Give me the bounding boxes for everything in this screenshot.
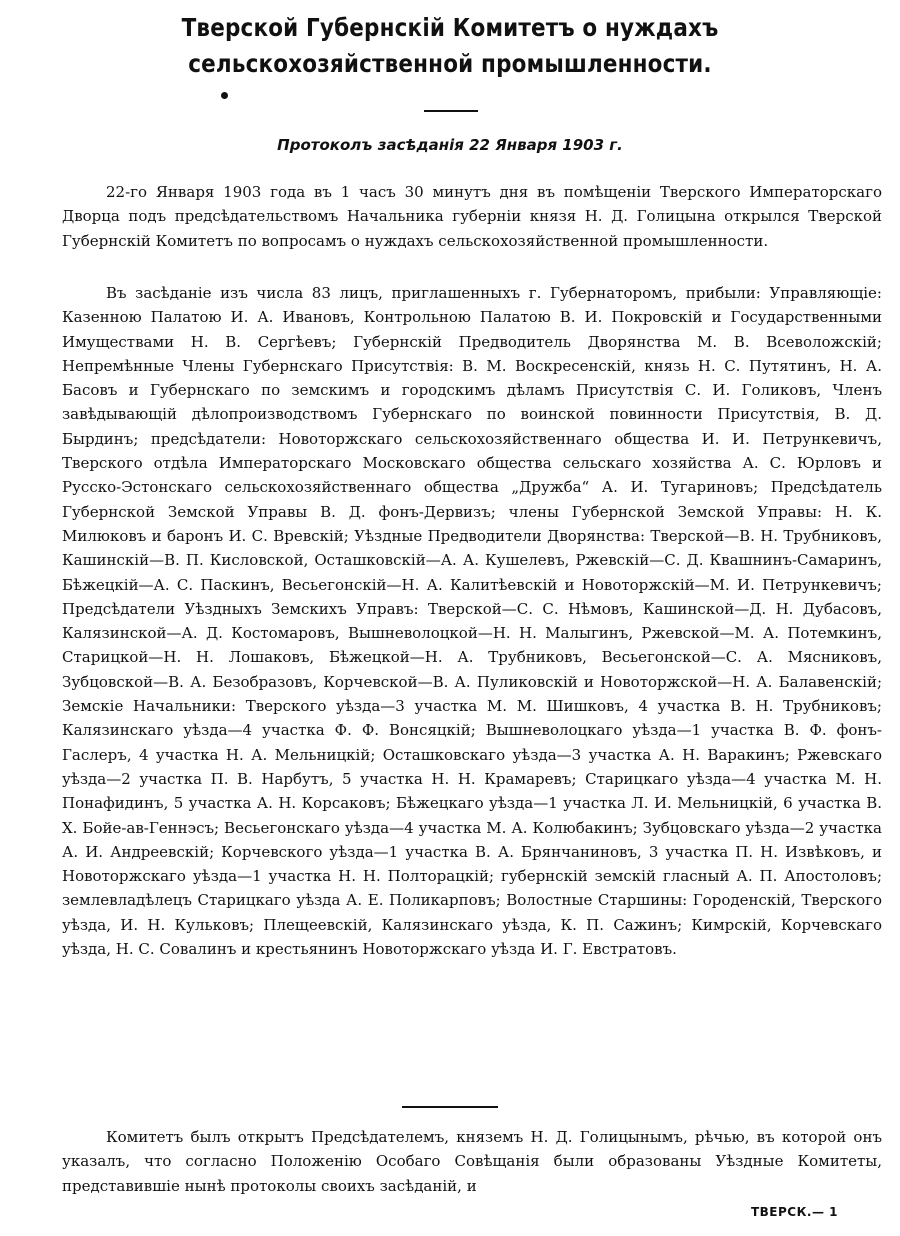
paragraph-text: Комитетъ былъ открытъ Предсѣдателемъ, княземъ Н. Д. Голицынымъ, рѣчью, въ которой онъ указалъ, что согласно Положенію Особаго Совѣщанія были образованы Уѣздные Комитеты, представившіе нынѣ протоколы своихъ засѣданій, и — [62, 1128, 882, 1195]
paragraph-text: 22-го Января 1903 года въ 1 часъ 30 минутъ дня въ помѣщеніи Тверского Императорскаго Дворца подъ предсѣдательствомъ Начальника губерніи князя Н. Д. Голицына открылся Тверской Губернскій Комитетъ по вопросамъ о нуждахъ сельскохозяйственной промышленности. — [62, 183, 882, 250]
protocol-subtitle: Протоколъ засѣданія 22 Января 1903 г. — [277, 136, 623, 154]
document-title: Тверской Губернскій Комитетъ о нуждахъ сельскохозяйственной промышленности. — [181, 13, 719, 78]
title-divider — [424, 110, 478, 112]
paragraph-attendees — [62, 281, 882, 961]
section-divider — [402, 1106, 498, 1108]
ink-dot — [221, 92, 228, 99]
page-footer: ТВЕРСК.— 1 — [750, 1205, 838, 1219]
paragraph-opening — [62, 180, 882, 253]
paragraph-text: Въ засѣданіе изъ числа 83 лицъ, приглашенныхъ г. Губернаторомъ, прибыли: Управляющіе: Казенною Палатою И. А. Ивановъ, Контрольною Палатою В. И. Покровскій и Государственными Имуществами Н. В. Сергѣевъ; Губернскій Предводитель Дворянства М. В. Всеволожскій; Непремѣнные Члены Губернскаго Присутствія: В. М. Воскресенскій, князь Н. С. Путятинъ, Н. А. Басовъ и Губернскаго по земскимъ и городскимъ дѣламъ Присутствія С. И. Голиковъ, Членъ завѣдывающій дѣлопроизводствомъ Губернскаго по воинской повинности Присутствія, В. Д. Бырдинъ; предсѣдатели: Новоторжскаго сельскохозяйственнаго общества И. И. Петрункевичъ, Тверского отдѣла Императорскаго Московскаго общества сельскаго хозяйства А. С. Юрловъ и Русско-Эстонскаго сельскохозяйственнаго общества „Дружба“ А. И. Тугариновъ; Предсѣдатель Губернской Земской Управы В. Д. фонъ-Дервизъ; члены Губернской Земской Управы: Н. К. Милюковъ и баронъ И. С. Вревскій; Уѣздные Предводители Дворянства: Тверской—В. Н. Трубниковъ, Кашинскій—В. П. Кисловской, Осташковскій—А. А. Кушелевъ, Ржевскій—С. Д. Квашнинъ-Самаринъ, Бѣжецкій—А. С. Паскинъ, Весьегонскій—Н. А. Калитѣевскій и Новоторжскій—М. И. Петрункевичъ; Предсѣдатели Уѣздныхъ Земскихъ Управъ: Тверской—С. С. Нѣмовъ, Кашинской—Д. Н. Дубасовъ, Калязинской—А. Д. Костомаровъ, Вышневолоцкой—Н. Н. Малыгинъ, Ржевской—М. А. Потемкинъ, Старицкой—Н. Н. Лошаковъ, Бѣжецкой—Н. А. Трубниковъ, Весьегонской—С. А. Мясниковъ, Зубцовской—В. А. Безобразовъ, Корчевской—В. А. Пуликовскій и Новоторжской—Н. А. Балавенскій; Земскіе Начальники: Тверского уѣзда—3 участка М. М. Шишковъ, 4 участка В. Н. Трубниковъ; Калязинскаго уѣзда—4 участка Ф. Ф. Вонсяцкій; Вышневолоцкаго уѣзда—1 участка В. Ф. фонъ-Гаслеръ, 4 участка Н. А. Мельницкій; Осташковскаго уѣзда—3 участка А. Н. Варакинъ; Ржевскаго уѣзда—2 участка П. В. Нарбутъ, 5 участка Н. Н. Крамаревъ; Старицкаго уѣзда—4 участка М. Н. Понафидинъ, 5 участка А. Н. Корсаковъ; Бѣжецкаго уѣзда—1 участка Л. И. Мельницкій, 6 участка В. Х. Бойе-ав-Геннэсъ; Весьегонскаго уѣзда—4 участка М. А. Колюбакинъ; Зубцовскаго уѣзда—2 участка А. И. Андреевскій; Корчевского уѣзда—1 участка В. А. Брянчаниновъ, 3 участка П. Н. Извѣковъ, и Новоторжскаго уѣзда—1 участка Н. Н. Полторацкій; губернскій земскій гласный А. П. Апостоловъ; землевладѣлецъ Старицкаго уѣзда А. Е. Поликарповъ; Волостные Старшины: Городенскій, Тверского уѣзда, И. Н. Кульковъ; Плещеевскій, Калязинскаго уѣзда, К. П. Сажинъ; Кимрскій, Корчевскаго уѣзда, Н. С. Совалинъ и крестьянинъ Новоторжскаго уѣзда И. Г. Евстратовъ. — [62, 284, 882, 959]
paragraph-opening-speech — [62, 1125, 882, 1198]
